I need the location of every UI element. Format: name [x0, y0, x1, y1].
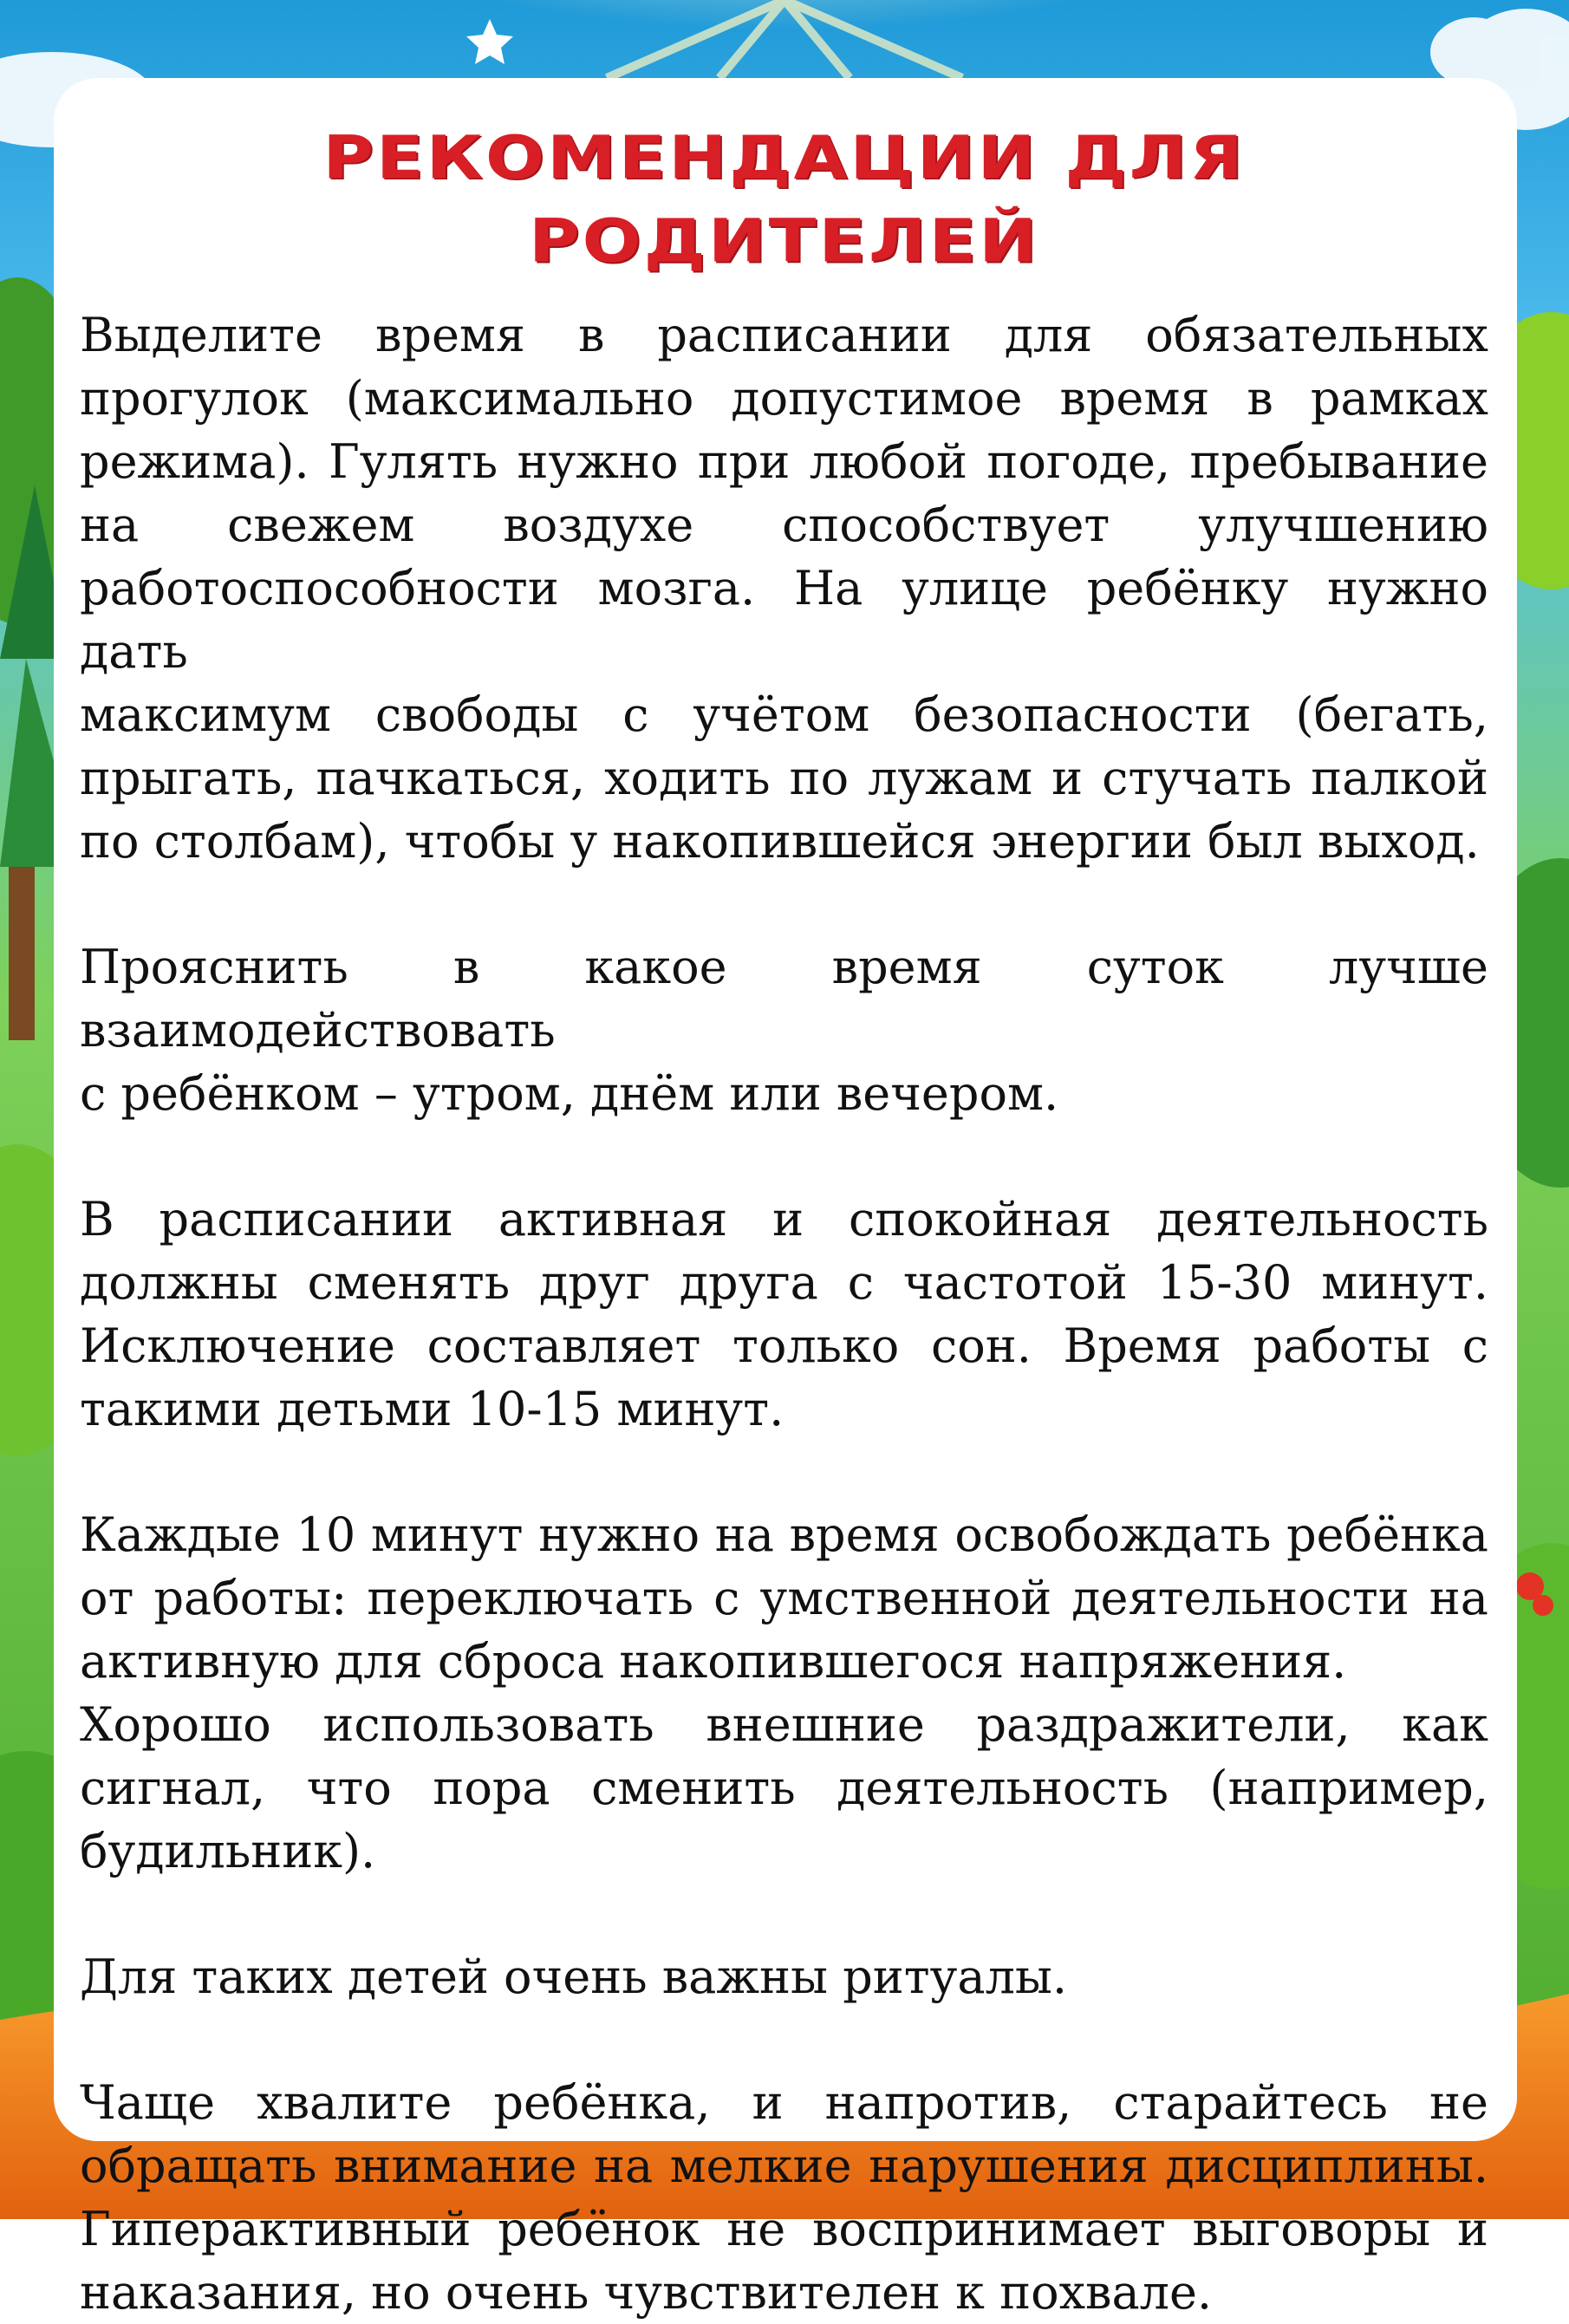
paragraph-line: с ребёнком – утром, днём или вечером.	[80, 1066, 1059, 1121]
paragraph-line: должны сменять друг друга с частотой 15-30 минут.	[80, 1255, 1488, 1310]
paragraph-line: на свежем воздухе способствует улучшению	[80, 498, 1488, 552]
paragraph-line: активную для сброса накопившегося напряжения.	[80, 1634, 1347, 1689]
paragraph-line: Каждые 10 минут нужно на время освобождать ребёнка	[80, 1507, 1488, 1562]
paragraph-line: будильник).	[80, 1824, 376, 1878]
paragraph-line: такими детьми 10-15 минут.	[80, 1382, 784, 1436]
paragraph-line: Для таких детей очень важны ритуалы.	[80, 1950, 1068, 2004]
paragraph-line: обращать внимание на мелкие нарушения дисциплины.	[80, 2138, 1488, 2193]
page-title: РЕКОМЕНДАЦИИ ДЛЯ РОДИТЕЛЕЙ	[322, 122, 1246, 277]
recommendation-paragraph	[80, 1945, 1488, 2008]
paragraph-line: В расписании активная и спокойная деятельность	[80, 1192, 1488, 1247]
paragraph-line: Прояснить в какое время суток лучше взаимодействовать	[80, 940, 1488, 1058]
recommendation-paragraph	[80, 935, 1488, 1125]
recommendation-paragraph	[80, 303, 1488, 873]
paragraph-line: от работы: переключать с умственной деятельности на	[80, 1571, 1488, 1625]
paragraph-line: режима). Гулять нужно при любой погоде, пребывание	[80, 434, 1488, 489]
recommendations-card	[54, 78, 1517, 2320]
recommendation-paragraph	[80, 1503, 1488, 1883]
paragraph-line: Выделите время в расписании для обязательных	[80, 308, 1488, 362]
paragraph-line: максимум свободы с учётом безопасности (бегать,	[80, 687, 1488, 742]
paragraph-line: сигнал, что пора сменить деятельность (например,	[80, 1761, 1488, 1815]
paragraph-line: Исключение составляет только сон. Время работы с	[80, 1318, 1488, 1373]
recommendation-paragraph	[80, 1188, 1488, 1441]
paragraph-line: наказания, но очень чувствителен к похвале.	[80, 2265, 1213, 2320]
recommendations-body	[80, 303, 1488, 2324]
recommendation-paragraph	[80, 2071, 1488, 2324]
paragraph-line: по столбам), чтобы у накопившейся энергии был выход.	[80, 814, 1480, 869]
paragraph-line: прогулок (максимально допустимое время в рамках	[80, 371, 1488, 426]
paragraph-line: Гиперактивный ребёнок не воспринимает выговоры и	[80, 2202, 1488, 2256]
paragraph-line: Хорошо использовать внешние раздражители, как	[80, 1697, 1488, 1752]
paragraph-line: работоспособности мозга. На улице ребёнку нужно дать	[80, 561, 1488, 679]
paragraph-line: Чаще хвалите ребёнка, и напротив, старайтесь не	[80, 2075, 1488, 2130]
paragraph-line: прыгать, пачкаться, ходить по лужам и стучать палкой	[80, 751, 1488, 805]
